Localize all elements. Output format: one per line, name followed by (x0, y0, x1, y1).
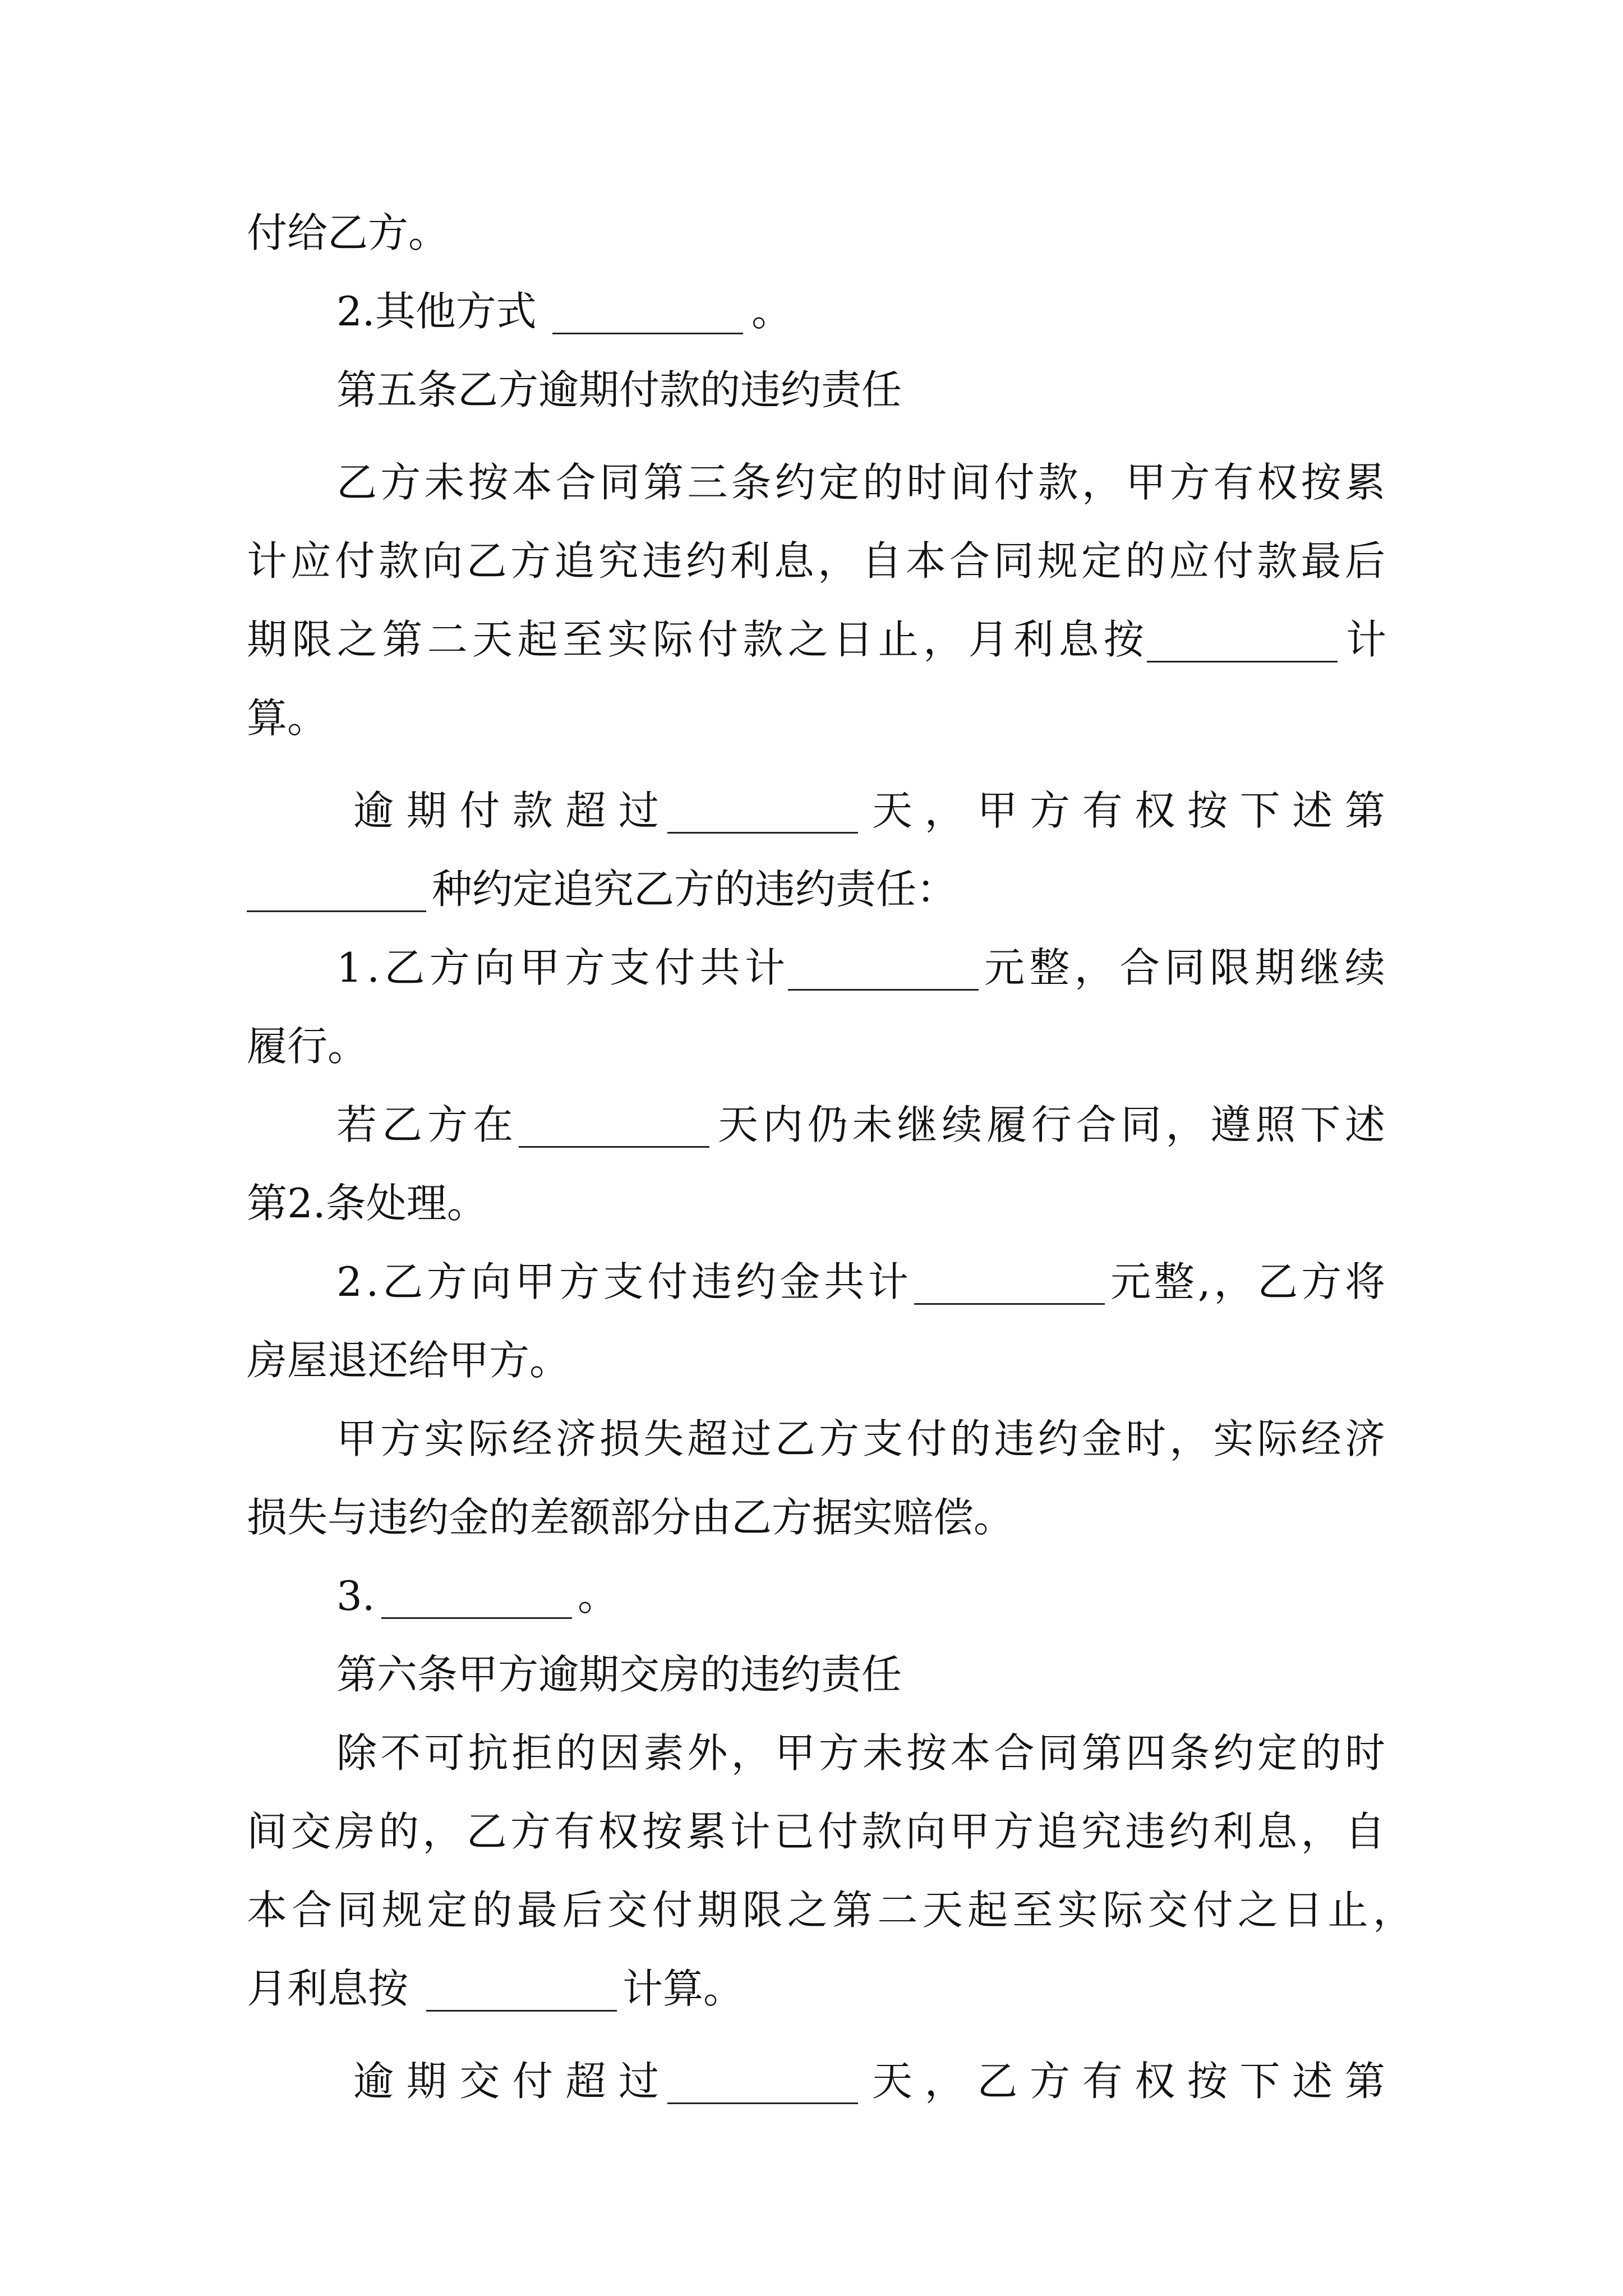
fill-in-blank (667, 832, 858, 834)
text-segment: 天 ， 乙 方 有 权 按 下 述 第 (872, 2058, 1385, 2105)
fill-in-blank (1147, 661, 1338, 662)
text-line (0, 928, 1623, 1007)
text-line (0, 2042, 1623, 2120)
text-segment: 付给乙方。 (247, 209, 449, 256)
text-line (0, 443, 1623, 522)
text-segment: 损失与违约金的差额部分由乙方据实赔偿。 (247, 1494, 1015, 1541)
text-line (0, 1400, 1623, 1478)
text-line (0, 194, 1623, 272)
text-segment: 3. (336, 1572, 375, 1619)
text-segment: 房屋退还给甲方。 (247, 1337, 570, 1384)
section-heading (0, 1635, 1623, 1714)
text-line (0, 600, 1623, 679)
text-segment: 2.其他方式 (336, 288, 537, 335)
text-segment: 逾 期 付 款 超 过 (353, 787, 659, 834)
text-line (0, 850, 1623, 928)
text-segment: 。 (751, 288, 792, 335)
text-line (0, 1792, 1623, 1871)
text-segment: 第五条乙方逾期付款的违约责任 (336, 366, 902, 413)
text-segment: 计 应 付 款 向 乙 方 追 究 违 约 利 息 ， 自 本 合 同 规 定 的 应 付 款 最 后 (247, 537, 1385, 585)
text-segment: 天 ， 甲 方 有 权 按 下 述 第 (872, 787, 1385, 834)
text-line (0, 522, 1623, 600)
text-line (0, 1871, 1623, 1949)
text-segment: 算。 (247, 694, 328, 742)
text-segment: 种约定追究乙方的违约责任： (432, 866, 957, 913)
text-segment: 计算。 (623, 1965, 744, 2012)
text-segment: 元 整 ， 合 同 限 期 继 续 (984, 944, 1385, 991)
text-segment: 。 (578, 1572, 619, 1619)
text-segment: 第六条甲方逾期交房的违约责任 (336, 1651, 902, 1698)
fill-in-blank (426, 2010, 617, 2012)
fill-in-blank (519, 1146, 709, 1148)
fill-in-blank (247, 910, 426, 912)
text-segment: 2 . 乙 方 向 甲 方 支 付 违 约 金 共 计 (336, 1258, 909, 1305)
text-line (0, 1007, 1623, 1085)
text-line (0, 1557, 1623, 1635)
text-line (0, 1164, 1623, 1243)
text-segment: 甲 方 实 际 经 济 损 失 超 过 乙 方 支 付 的 违 约 金 时 ， 实 际 经 济 (336, 1415, 1385, 1462)
text-segment: 月利息按 (247, 1965, 409, 2012)
fill-in-blank (788, 989, 979, 991)
fill-in-blank (381, 1617, 572, 1619)
text-segment: 元 整 , ， 乙 方 将 (1110, 1258, 1385, 1305)
fill-in-blank (552, 333, 743, 334)
text-segment: 本 合 同 规 定 的 最 后 交 付 期 限 之 第 二 天 起 至 实 际 交 付 之 日 止 ， (247, 1887, 1413, 1934)
text-segment: 若 乙 方 在 (336, 1101, 513, 1148)
text-segment: 1 . 乙 方 向 甲 方 支 付 共 计 (336, 944, 785, 991)
text-segment: 期 限 之 第 二 天 起 至 实 际 付 款 之 日 止 ， 月 利 息 按 (247, 616, 1144, 663)
text-line (0, 1478, 1623, 1557)
text-line (0, 1321, 1623, 1400)
text-segment: 履行。 (247, 1023, 368, 1070)
text-line (0, 1085, 1623, 1164)
text-line (0, 1949, 1623, 2028)
text-segment: 逾 期 交 付 超 过 (353, 2058, 659, 2105)
fill-in-blank (914, 1303, 1105, 1305)
text-segment: 计 (1346, 616, 1387, 663)
text-line (0, 1714, 1623, 1792)
fill-in-blank (667, 2102, 858, 2104)
text-segment: 天 内 仍 未 继 续 履 行 合 同 ， 遵 照 下 述 (718, 1101, 1385, 1148)
text-segment: 除 不 可 抗 拒 的 因 素 外 ， 甲 方 未 按 本 合 同 第 四 条 约 定 的 时 (336, 1729, 1385, 1777)
text-segment: 第2.条处理。 (247, 1180, 487, 1227)
text-line (0, 679, 1623, 757)
text-line (0, 771, 1623, 850)
text-line (0, 1243, 1623, 1321)
text-segment: 乙 方 未 按 本 合 同 第 三 条 约 定 的 时 间 付 款 ， 甲 方 有 权 按 累 (336, 459, 1385, 506)
text-line (0, 272, 1623, 351)
section-heading (0, 351, 1623, 429)
text-segment: 间 交 房 的 ， 乙 方 有 权 按 累 计 已 付 款 向 甲 方 追 究 违 约 利 息 ， 自 (247, 1808, 1385, 1855)
